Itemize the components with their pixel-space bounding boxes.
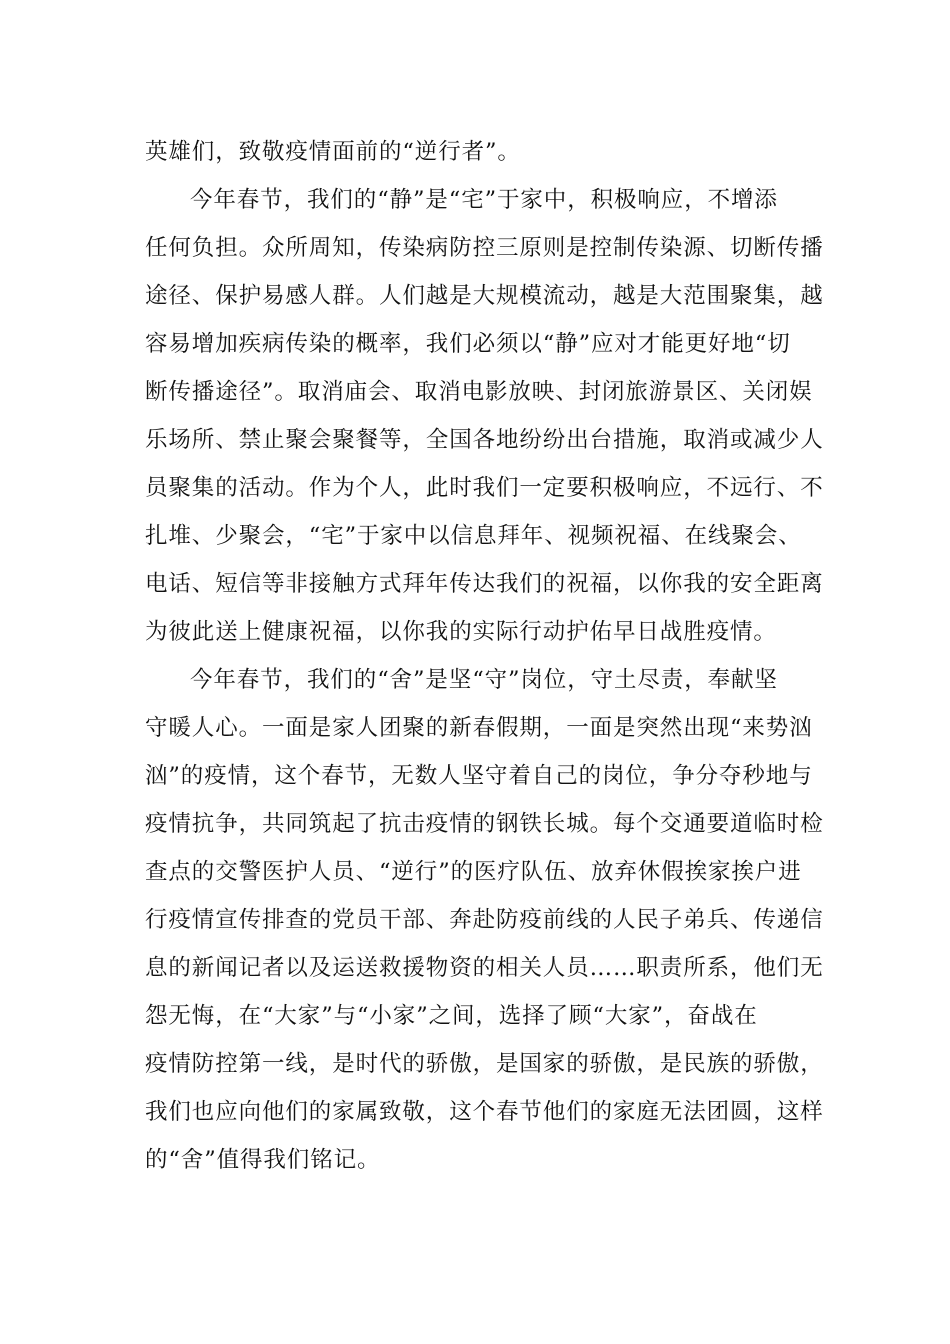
text-line: 行疫情宣传排查的党员干部、奔赴防疫前线的人民子弟兵、传递信 (145, 907, 824, 933)
paragraph-start-line: 今年春节，我们的“舍”是坚“守”岗位，守土尽责，奉献坚 (190, 667, 778, 693)
text-line: 英雄们，致敬疫情面前的“逆行者”。 (145, 139, 521, 165)
text-line: 我们也应向他们的家属致敬，这个春节他们的家庭无法团圆，这样 (145, 1099, 824, 1125)
text-line: 容易增加疾病传染的概率，我们必须以“静”应对才能更好地“切 (145, 331, 791, 357)
text-line: 汹”的疫情，这个春节，无数人坚守着自己的岗位，争分夺秒地与 (145, 763, 813, 789)
text-line: 为彼此送上健康祝福，以你我的实际行动护佑早日战胜疫情。 (145, 619, 777, 645)
text-line: 员聚集的活动。作为个人，此时我们一定要积极响应，不远行、不 (145, 475, 824, 501)
text-line: 疫情抗争，共同筑起了抗击疫情的钢铁长城。每个交通要道临时检 (145, 811, 824, 837)
paragraph-start-line: 今年春节，我们的“静”是“宅”于家中，积极响应，不增添 (190, 187, 778, 213)
text-line: 扎堆、少聚会，“宅”于家中以信息拜年、视频祝福、在线聚会、 (145, 523, 802, 549)
text-line: 查点的交警医护人员、“逆行”的医疗队伍、放弃休假挨家挨户进 (145, 859, 802, 885)
text-line: 途径、保护易感人群。人们越是大规模流动，越是大范围聚集，越 (145, 283, 824, 309)
text-line: 乐场所、禁止聚会聚餐等，全国各地纷纷出台措施，取消或减少人 (145, 427, 824, 453)
text-line: 的“舍”值得我们铭记。 (145, 1147, 381, 1173)
text-line: 断传播途径”。取消庙会、取消电影放映、封闭旅游景区、关闭娱 (145, 379, 813, 405)
text-line: 息的新闻记者以及运送救援物资的相关人员……职责所系，他们无 (145, 955, 824, 981)
text-line: 疫情防控第一线，是时代的骄傲，是国家的骄傲，是民族的骄傲， (145, 1051, 824, 1077)
text-line: 守暖人心。一面是家人团聚的新春假期，一面是突然出现“来势汹 (145, 715, 813, 741)
text-line: 电话、短信等非接触方式拜年传达我们的祝福，以你我的安全距离 (145, 571, 824, 597)
text-line: 任何负担。众所周知，传染病防控三原则是控制传染源、切断传播 (145, 235, 824, 261)
text-line: 怨无悔，在“大家”与“小家”之间，选择了顾“大家”，奋战在 (145, 1003, 758, 1029)
